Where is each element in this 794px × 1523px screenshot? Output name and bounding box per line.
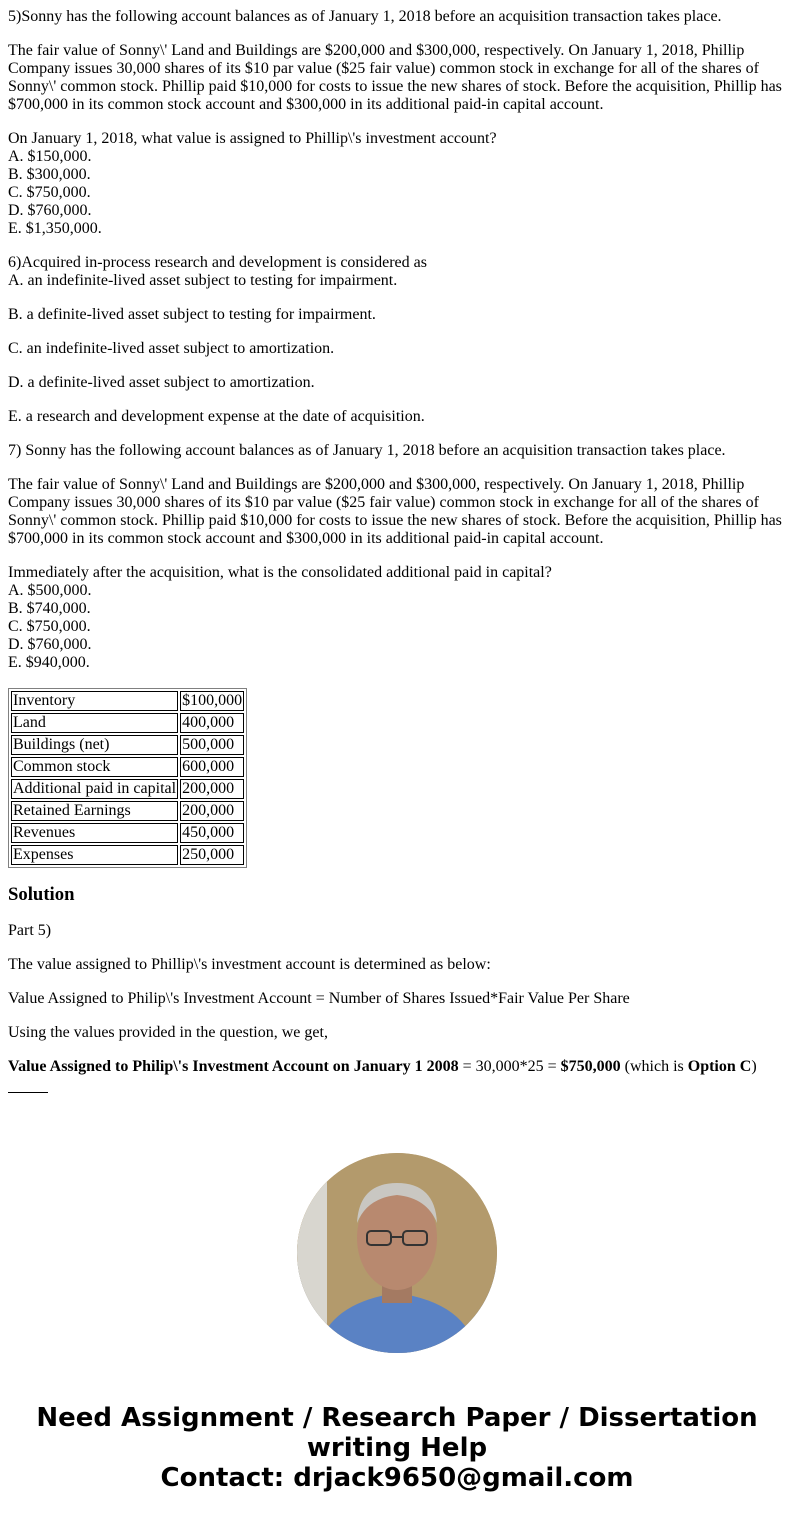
solution-part: Part 5) [8, 922, 52, 939]
table-row [11, 735, 244, 755]
account-name: Expenses [11, 845, 178, 865]
account-name: Retained Earnings [11, 801, 178, 821]
q7-intro: 7) Sonny has the following account balances as of January 1, 2018 before an acquisition transaction takes place. [8, 442, 726, 459]
account-name: Buildings (net) [11, 735, 178, 755]
result-option: Option C [687, 1058, 752, 1075]
result-value: $750,000 [560, 1058, 621, 1075]
account-amount: 400,000 [180, 713, 244, 733]
q5-question-block [8, 130, 786, 238]
account-amount: 200,000 [180, 779, 244, 799]
q6-question-block [8, 254, 786, 290]
result-note: (which is [620, 1058, 688, 1075]
account-name: Additional paid in capital [13, 780, 177, 797]
result-label: Value Assigned to Philip\'s Investment Account on January 1 2008 [8, 1058, 459, 1075]
q6-option: B. a definite-lived asset subject to testing for impairment. [8, 306, 376, 323]
account-name: Common stock [11, 757, 178, 777]
result-note-end: ) [751, 1058, 757, 1075]
q5-body: The fair value of Sonny\' Land and Buildings are $200,000 and $300,000, respectively. On January 1, 2018, Phillip Company issues 30,000 shares of its $10 par value ($25 fair value) common stock in exchange for all of the shares of Sonny\' common stock. Phillip paid $10,000 for costs to issue the new shares of stock. Before the acquisition, Phillip has $700,000 in its common stock account and $300,000 in its additional paid-in capital account. [8, 42, 782, 113]
q5-option: C. $750,000. [8, 184, 91, 201]
q5-question: On January 1, 2018, what value is assigned to Phillip\'s investment account? [8, 130, 497, 147]
account-amount: 250,000 [180, 845, 244, 865]
q6-option: E. a research and development expense at the date of acquisition. [8, 408, 425, 425]
table-row [11, 801, 244, 821]
promo-footer [0, 1403, 794, 1493]
q7-body: The fair value of Sonny\' Land and Buildings are $200,000 and $300,000, respectively. On January 1, 2018, Phillip Company issues 30,000 shares of its $10 par value ($25 fair value) common stock in exchange for all of the shares of Sonny\' common stock. Phillip paid $10,000 for costs to issue the new shares of stock. Before the acquisition, Phillip has $700,000 in its common stock account and $300,000 in its additional paid-in capital account. [8, 476, 782, 547]
account-name: Inventory [11, 691, 178, 711]
solution-result [8, 1058, 786, 1076]
result-calc: = 30,000*25 = [458, 1058, 561, 1075]
q5-intro: 5)Sonny has the following account balances as of January 1, 2018 before an acquisition transaction takes place. [8, 8, 722, 25]
q5-option: B. $300,000. [8, 166, 91, 183]
q5-option: A. $150,000. [8, 148, 92, 165]
account-amount: 600,000 [180, 757, 244, 777]
account-amount: 200,000 [180, 801, 244, 821]
avatar-portrait-icon [297, 1153, 497, 1353]
q7-option: D. $760,000. [8, 636, 92, 653]
account-name: Land [11, 713, 178, 733]
table-row [11, 823, 244, 843]
q6-option: D. a definite-lived asset subject to amortization. [8, 374, 315, 391]
promo-line: Need Assignment / Research Paper / Dissertation writing Help [36, 1403, 758, 1463]
table-row [11, 713, 244, 733]
author-avatar [297, 1153, 497, 1353]
q7-question: Immediately after the acquisition, what is the consolidated additional paid in capital? [8, 564, 552, 581]
q5-option: E. $1,350,000. [8, 220, 102, 237]
table-row [11, 757, 244, 777]
q5-option: D. $760,000. [8, 202, 92, 219]
account-balances-table [8, 688, 247, 868]
solution-line: The value assigned to Phillip\'s investment account is determined as below: [8, 956, 491, 973]
solution-formula: Value Assigned to Philip\'s Investment Account = Number of Shares Issued*Fair Value Per Share [8, 990, 630, 1007]
account-amount: $100,000 [182, 692, 243, 709]
q6-question: 6)Acquired in-process research and development is considered as [8, 254, 427, 271]
table-row [11, 779, 244, 799]
q6-option: A. an indefinite-lived asset subject to testing for impairment. [8, 272, 398, 289]
q7-option: A. $500,000. [8, 582, 92, 599]
q7-option: C. $750,000. [8, 618, 91, 635]
contact-line: Contact: drjack9650@gmail.com [160, 1463, 634, 1493]
q7-option: B. $740,000. [8, 600, 91, 617]
account-amount: 450,000 [180, 823, 244, 843]
account-name: Revenues [11, 823, 178, 843]
q7-option: E. $940,000. [8, 654, 90, 671]
table-row [11, 691, 244, 711]
solution-line: Using the values provided in the question, we get, [8, 1024, 328, 1041]
divider [8, 1092, 48, 1093]
account-amount: 500,000 [180, 735, 244, 755]
solution-heading: Solution [8, 884, 75, 905]
q6-option: C. an indefinite-lived asset subject to amortization. [8, 340, 335, 357]
table-row [11, 845, 244, 865]
q7-question-block [8, 564, 786, 672]
